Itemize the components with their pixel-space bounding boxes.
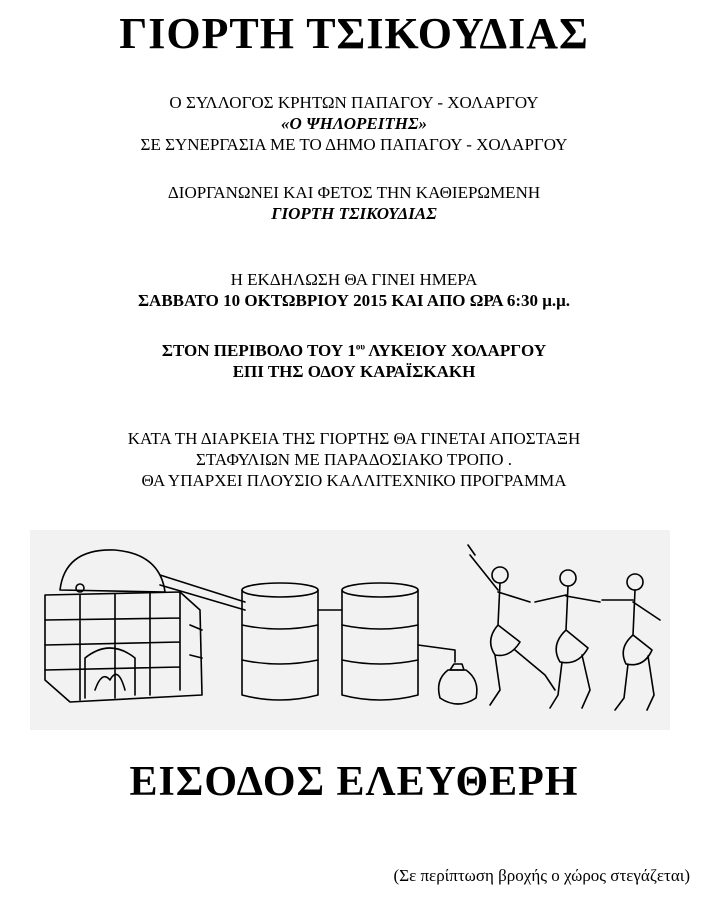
club-name: «Ο ΨΗΛΟΡΕΙΤΗΣ» (280, 114, 427, 133)
venue-street: ΕΠΙ ΤΗΣ ΟΔΟΥ ΚΑΡΑΪΣΚΑΚΗ (232, 362, 476, 381)
program-line: ΣΤΑΦΥΛΙΩΝ ΜΕ ΠΑΡΑΔΟΣΙΑΚΟ ΤΡΟΠΟ . (195, 450, 512, 469)
venue-text: ΣΤΟΝ ΠΕΡΙΒΟΛΟ ΤΟΥ 1 (161, 341, 356, 360)
organizer-line: ΣΕ ΣΥΝΕΡΓΑΣΙΑ ΜΕ ΤΟ ΔΗΜΟ ΠΑΠΑΓΟΥ - ΧΟΛΑΡΓΟΥ (140, 135, 568, 154)
venue-line (0, 340, 708, 361)
date-block (0, 269, 708, 311)
distillation-dance-illustration (30, 530, 670, 730)
venue-block (0, 340, 708, 382)
announcement-line: ΔΙΟΡΓΑΝΩΝΕΙ ΚΑΙ ΦΕΤΟΣ ΤΗΝ ΚΑΘΙΕΡΩΜΕΝΗ (167, 183, 541, 202)
program-line: ΚΑΤΑ ΤΗ ΔΙΑΡΚΕΙΑ ΤΗΣ ΓΙΟΡΤΗΣ ΘΑ ΓΙΝΕΤΑΙ ΑΠΟΣΤΑΞΗ (127, 429, 581, 448)
event-datetime: ΣΑΒΒΑΤΟ 10 ΟΚΤΩΒΡΙΟΥ 2015 ΚΑΙ ΑΠΟ ΩΡΑ 6:30 μ.μ. (137, 291, 571, 310)
venue-text: ΛΥΚΕΙΟΥ ΧΟΛΑΡΓΟΥ (365, 341, 547, 360)
page-title: ΓΙΟΡΤΗ ΤΣΙΚΟΥΔΙΑΣ (119, 9, 589, 58)
event-name: ΓΙΟΡΤΗ ΤΣΙΚΟΥΔΙΑΣ (271, 204, 437, 223)
announcement-block (0, 182, 708, 224)
venue-ordinal: ου (355, 341, 366, 352)
free-entry-heading: ΕΙΣΟΔΟΣ ΕΛΕΥΘΕΡΗ (129, 759, 579, 805)
program-block (0, 428, 708, 491)
program-line: ΘΑ ΥΠΑΡΧΕΙ ΠΛΟΥΣΙΟ ΚΑΛΛΙΤΕΧΝΙΚΟ ΠΡΟΓΡΑΜΜΑ (141, 471, 567, 490)
organizer-line: Ο ΣΥΛΛΟΓΟΣ ΚΡΗΤΩΝ ΠΑΠΑΓΟΥ - ΧΟΛΑΡΓΟΥ (169, 93, 539, 112)
organizer-block (0, 92, 708, 155)
rain-note: (Σε περίπτωση βροχής ο χώρος στεγάζεται) (393, 866, 690, 885)
date-intro: Η ΕΚΔΗΛΩΣΗ ΘΑ ΓΙΝΕΙ ΗΜΕΡΑ (230, 270, 478, 289)
